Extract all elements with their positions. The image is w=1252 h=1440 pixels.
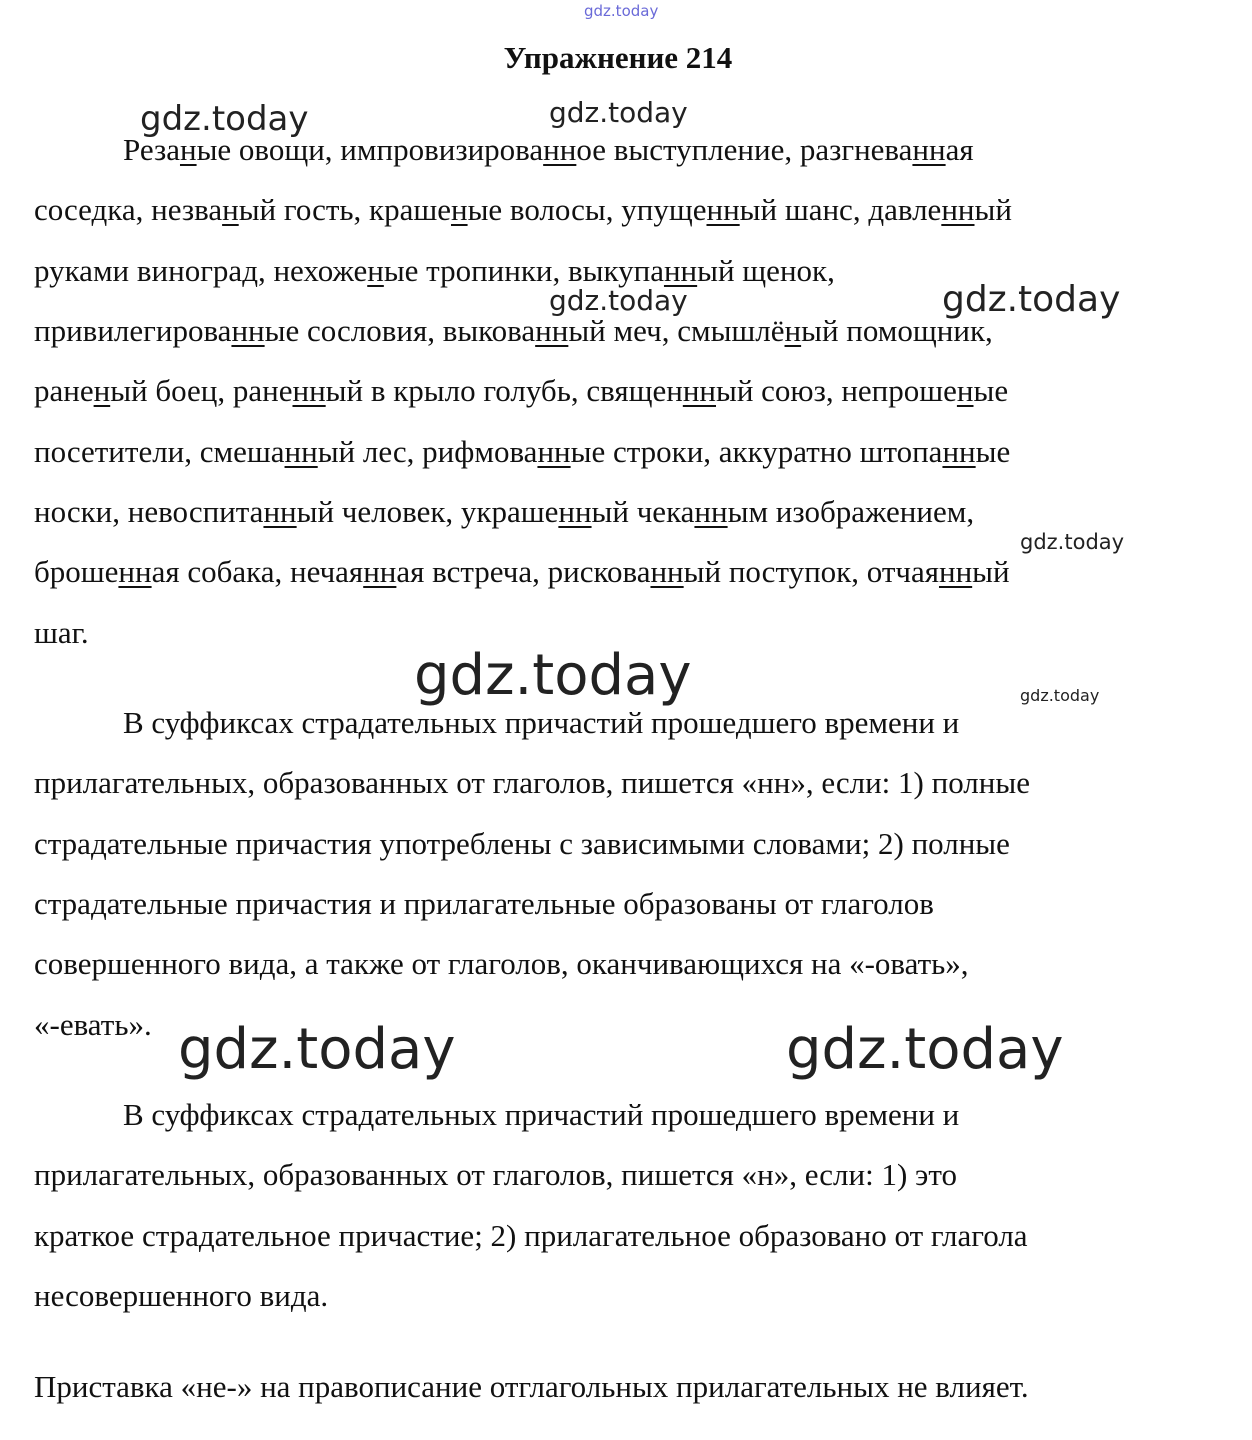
text-segment: руками виноград, нехоже <box>34 253 368 288</box>
text-segment: ая собака, нечая <box>151 554 364 589</box>
suffix-underlined: н <box>367 253 384 288</box>
watermark: gdz.today <box>1020 686 1100 705</box>
text-segment: броше <box>34 554 119 589</box>
text-segment: ый чека <box>591 494 695 529</box>
suffix-underlined: нн <box>292 373 326 408</box>
suffix-underlined: н <box>450 192 468 227</box>
rule-nn-line-2: прилагательных, образованных от глаголов, пишется «нн», если: 1) полные <box>34 765 1030 800</box>
rule-nn-line-5: совершенного вида, а также от глаголов, оканчивающихся на «-овать», <box>34 946 969 981</box>
rule-n-line-4: несовершенного вида. <box>34 1278 329 1313</box>
rule-n-line-1: В суффиксах страдательных причастий прошедшего времени и <box>123 1097 960 1132</box>
suffix-underlined: н <box>93 373 111 408</box>
watermark-top: gdz.today <box>584 2 659 20</box>
text-segment: ый щенок, <box>697 253 835 288</box>
answer-line-5 <box>34 371 1212 411</box>
text-segment: ый в крыло голубь, священ <box>325 373 683 408</box>
rule-nn-line-1: В суффиксах страдательных причастий прошедшего времени и <box>123 705 960 740</box>
answer-line-3 <box>34 251 1212 291</box>
text-segment: ый <box>972 554 1010 589</box>
text-segment: ая <box>945 132 974 167</box>
text-segment: ый помощник, <box>801 313 993 348</box>
text-segment: ый боец, ране <box>110 373 293 408</box>
suffix-underlined: нн <box>543 132 577 167</box>
suffix-underlined: нн <box>663 253 698 288</box>
suffix-underlined: нн <box>942 434 976 469</box>
watermark: gdz.today <box>140 99 309 139</box>
text-segment: привилегирова <box>34 313 232 348</box>
suffix-underlined: н <box>222 192 239 227</box>
rule-n-line-3: краткое страдательное причастие; 2) прилагательное образовано от глагола <box>34 1218 1028 1253</box>
text-segment: ая встреча, рискова <box>396 554 651 589</box>
suffix-underlined: нн <box>682 373 716 408</box>
rule-nn-line-3: страдательные причастия употреблены с зависимыми словами; 2) полные <box>34 826 1010 861</box>
exercise-title: Упражнение 214 <box>503 40 733 75</box>
rule-nn-line-4: страдательные причастия и прилагательные образованы от глаголов <box>34 886 934 921</box>
text-segment: Реза <box>123 132 180 167</box>
text-segment: посетители, смеша <box>34 434 285 469</box>
text-segment: соседка, незва <box>34 192 223 227</box>
text-segment: ые овощи, импровизирова <box>196 132 544 167</box>
suffix-underlined: нн <box>284 434 318 469</box>
text-segment: ое выступление, разгнева <box>576 132 913 167</box>
text-segment: ый союз, непроше <box>716 373 957 408</box>
text-segment: ый лес, рифмова <box>317 434 538 469</box>
text-segment: ый поступок, отчая <box>683 554 939 589</box>
text-segment: ый шанс, давле <box>739 192 942 227</box>
text-segment: ые <box>973 373 1009 408</box>
prefix-note: Приставка «не-» на правописание отглагольных прилагательных не влияет. <box>34 1369 1029 1404</box>
answer-line-2 <box>34 190 1212 230</box>
suffix-underlined: н <box>784 313 802 348</box>
text-segment: ые волосы, упуще <box>467 192 707 227</box>
suffix-underlined: нн <box>650 554 684 589</box>
text-segment: ране <box>34 373 94 408</box>
suffix-underlined: нн <box>231 313 265 348</box>
text-segment: ый меч, смышлё <box>568 313 785 348</box>
suffix-underlined: нн <box>912 132 946 167</box>
suffix-underlined: нн <box>941 192 975 227</box>
suffix-underlined: нн <box>535 313 569 348</box>
answer-line-4 <box>34 311 1212 351</box>
watermark: gdz.today <box>942 279 1121 320</box>
answer-line-9: шаг. <box>34 615 89 650</box>
suffix-underlined: нн <box>118 554 152 589</box>
suffix-underlined: нн <box>706 192 740 227</box>
suffix-underlined: нн <box>938 554 973 589</box>
answer-line-7 <box>34 492 1212 532</box>
text-segment: ый гость, краше <box>238 192 451 227</box>
suffix-underlined: нн <box>694 494 728 529</box>
answer-line-8 <box>34 552 1212 592</box>
suffix-underlined: н <box>179 132 197 167</box>
text-segment: ый человек, украше <box>296 494 559 529</box>
suffix-underlined: нн <box>363 554 397 589</box>
watermark: gdz.today <box>786 1017 1064 1082</box>
answer-line-6 <box>34 432 1212 472</box>
suffix-underlined: нн <box>263 494 297 529</box>
suffix-underlined: нн <box>558 494 592 529</box>
text-segment: ые сословия, выкова <box>264 313 536 348</box>
watermark: gdz.today <box>414 643 692 708</box>
watermark: gdz.today <box>549 284 688 317</box>
rule-n-line-2: прилагательных, образованных от глаголов, пишется «н», если: 1) это <box>34 1157 957 1192</box>
text-segment: носки, невоспита <box>34 494 264 529</box>
text-segment: ые <box>975 434 1011 469</box>
rule-nn-line-6: «-евать». <box>34 1007 152 1042</box>
watermark: gdz.today <box>178 1017 456 1082</box>
answer-line-1 <box>123 130 1212 170</box>
suffix-underlined: нн <box>537 434 571 469</box>
suffix-underlined: н <box>956 373 974 408</box>
text-segment: ые строки, аккуратно штопа <box>570 434 943 469</box>
text-segment: ый <box>974 192 1012 227</box>
text-segment: ые тропинки, выкупа <box>383 253 664 288</box>
watermark: gdz.today <box>1020 530 1125 554</box>
watermark: gdz.today <box>549 96 688 129</box>
text-segment: ым изображением, <box>727 494 975 529</box>
